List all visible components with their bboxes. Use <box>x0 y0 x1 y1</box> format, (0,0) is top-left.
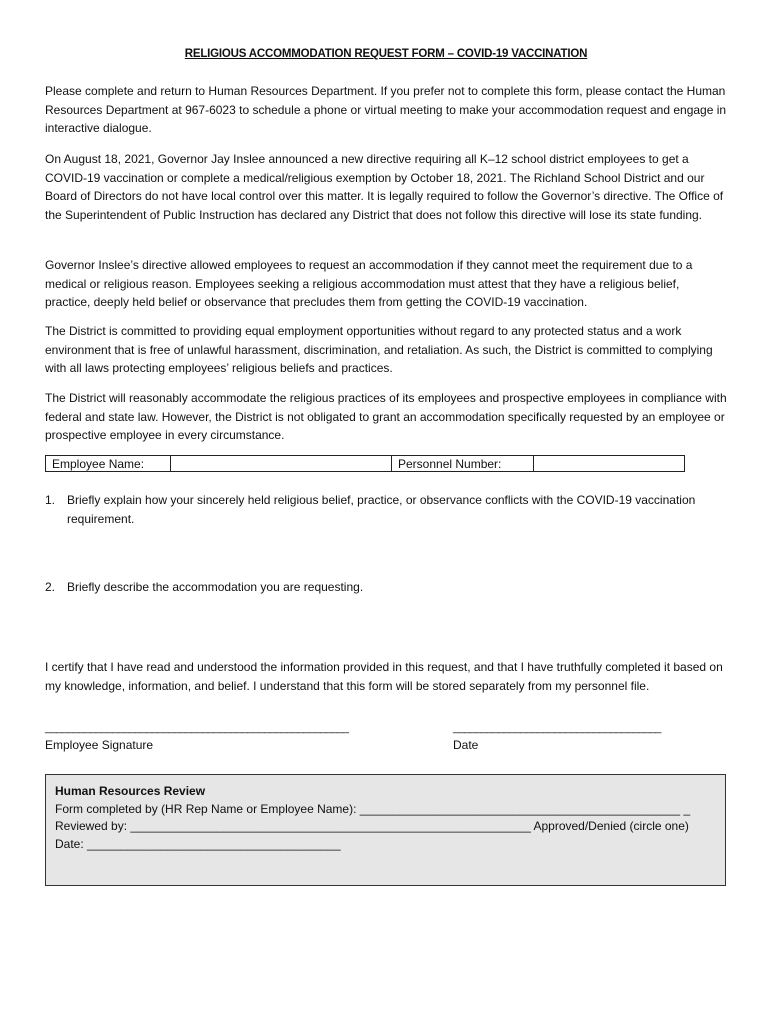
signature-label: Employee Signature <box>45 738 154 752</box>
question-2-number: 2. <box>45 580 56 594</box>
date-line[interactable]: _____________________________________ <box>453 722 661 734</box>
hr-date-line[interactable]: Date: ______________________________________ <box>55 836 341 851</box>
employee-name-label: Employee Name: <box>46 456 171 471</box>
form-title: RELIGIOUS ACCOMMODATION REQUEST FORM – COVID-19 VACCINATION <box>184 48 588 60</box>
hr-completed-by-line[interactable]: Form completed by (HR Rep Name or Employee Name): ________________________________________________ _ <box>55 801 691 816</box>
question-1 <box>45 491 727 528</box>
directive-paragraph: On August 18, 2021, Governor Jay Inslee announced a new directive requiring all K–12 school district employees to get a COVID-19 vaccination or complete a medical/religious exemption by October 18, 2021. The Richland School District and our Board of Directors do not have local control over this matter. It is legally required to follow the Governor’s directive. The Office of the Superintendent of Public Instruction has declared any District that does not follow this directive will lose its state funding. <box>45 152 724 222</box>
employee-name-field[interactable] <box>171 456 392 471</box>
certification-statement: I certify that I have read and understood the information provided in this request, and that I have truthfully completed it based on my knowledge, information, and belief. I understand that this form will be stored separately from my personnel file. <box>45 660 723 693</box>
question-2-text: Briefly describe the accommodation you are requesting. <box>67 580 364 594</box>
question-1-text: Briefly explain how your sincerely held religious belief, practice, or observance conflicts with the COVID-19 vaccination requirement. <box>67 493 696 526</box>
hr-review-box <box>45 774 726 886</box>
reasonable-accommodation-paragraph: The District will reasonably accommodate the religious practices of its employees and prospective employees in compliance with federal and state law. However, the District is not obligated to grant an accommodation specifically requested by an employee or prospective employee in every circumstance. <box>45 391 727 442</box>
question-1-number: 1. <box>45 493 56 507</box>
personnel-number-label: Personnel Number: <box>392 456 534 471</box>
intro-paragraph: Please complete and return to Human Resources Department. If you prefer not to complete this form, please contact the Human Resources Department at 967-6023 to schedule a phone or virtual meeting to make your accommodation request and engage in interactive dialogue. <box>45 84 727 135</box>
personnel-number-field[interactable] <box>534 456 684 471</box>
question-2 <box>45 578 727 597</box>
hr-reviewed-by-line[interactable]: Reviewed by: ____________________________________________________________ Approved/Denied (circle one) <box>55 819 689 833</box>
date-label: Date <box>453 738 479 752</box>
accommodation-paragraph: Governor Inslee’s directive allowed employees to request an accommodation if they cannot meet the requirement due to a medical or religious reason. Employees seeking a religious accommodation must attest that they have a religious belief, practice, deeply held belief or observance that precludes them from getting the COVID-19 vaccination. <box>45 258 693 309</box>
signature-line[interactable]: ______________________________________________________ <box>45 722 349 734</box>
equal-opportunity-paragraph: The District is committed to providing equal employment opportunities without regard to any protected status and a work environment that is free of unlawful harassment, discrimination, and retaliation. As such, the District is committed to complying with all laws protecting employees’ religious beliefs and practices. <box>45 324 713 375</box>
employee-info-table <box>45 455 685 472</box>
hr-review-title: Human Resources Review <box>55 784 206 798</box>
